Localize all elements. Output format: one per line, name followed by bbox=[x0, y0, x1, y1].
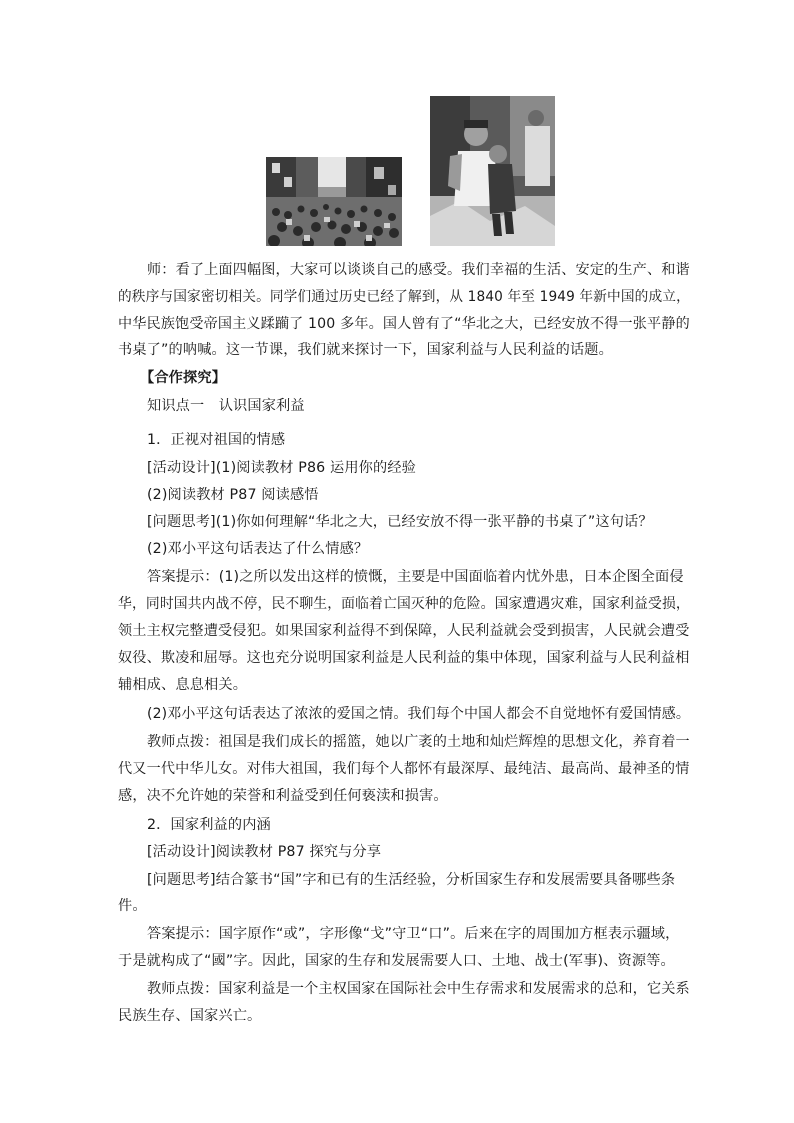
topic1-tip-line-3: 感，决不允许她的荣誉和利益受到任何亵渎和损害。 bbox=[118, 788, 448, 804]
topic1-title: 1．正视对祖国的情感 bbox=[147, 432, 286, 448]
topic2-title: 2．国家利益的内涵 bbox=[147, 817, 271, 833]
topic1-answer-line-3: 领土主权完整遭受侵犯。如果国家利益得不到保障，人民利益就会受到损害，人民就会遭受 bbox=[118, 623, 690, 639]
intro-line-3: 中华民族饱受帝国主义蹂躏了 100 多年。国人曾有了“华北之大，已经安放不得一张平静的 bbox=[118, 316, 690, 332]
topic2-question-line-2: 件。 bbox=[118, 898, 147, 914]
topic2-activity: [活动设计]阅读教材 P87 探究与分享 bbox=[147, 844, 382, 860]
topic1-answer-2: (2)邓小平这句话表达了浓浓的爱国之情。我们每个中国人都会不自觉地怀有爱国情感。 bbox=[147, 706, 691, 722]
topic2-answer-line-1: 答案提示：国字原作“或”，字形像“戈”守卫“口”。后来在字的周围加方框表示疆域， bbox=[147, 926, 680, 942]
topic1-activity-2: (2)阅读教材 P87 阅读感悟 bbox=[147, 487, 319, 503]
topic2-question-line-1: [问题思考]结合篆书“国”字和已有的生活经验，分析国家生存和发展需要具备哪些条 bbox=[147, 872, 676, 888]
intro-line-2: 的秩序与国家密切相关。同学们通过历史已经了解到，从 1840 年至 1949 年新中国的成立， bbox=[118, 289, 690, 305]
topic1-tip-line-1: 教师点拨：祖国是我们成长的摇篮，她以广袤的土地和灿烂辉煌的思想文化，养育着一 bbox=[147, 734, 690, 750]
crowd-street-photo bbox=[266, 157, 402, 246]
topic1-question-1: [问题思考](1)你如何理解“华北之大，已经安放不得一张平静的书桌了”这句话？ bbox=[147, 514, 653, 530]
man-carrying-child-photo bbox=[430, 96, 555, 246]
topic1-answer-line-1: 答案提示：(1)之所以发出这样的愤慨，主要是中国面临着内忧外患，日本企图全面侵 bbox=[147, 569, 684, 585]
topic1-activity-1: [活动设计](1)阅读教材 P86 运用你的经验 bbox=[147, 460, 417, 476]
topic1-answer-line-4: 奴役、欺凌和屈辱。这也充分说明国家利益是人民利益的集中体现，国家利益与人民利益相 bbox=[118, 650, 690, 666]
intro-line-4: 书桌了”的呐喊。这一节课，我们就来探讨一下，国家利益与人民利益的话题。 bbox=[118, 342, 613, 358]
knowledge-point-heading: 知识点一 认识国家利益 bbox=[147, 398, 305, 414]
section-heading: 【合作探究】 bbox=[140, 370, 227, 386]
topic2-answer-line-2: 于是就构成了“國”字。因此，国家的生存和发展需要人口、土地、战士(军事)、资源等。 bbox=[118, 953, 675, 969]
topic2-tip-line-1: 教师点拨：国家利益是一个主权国家在国际社会中生存需求和发展需求的总和，它关系 bbox=[147, 981, 690, 997]
topic1-tip-line-2: 代又一代中华儿女。对伟大祖国，我们每个人都怀有最深厚、最纯洁、最高尚、最神圣的情 bbox=[118, 761, 690, 777]
topic1-question-2: (2)邓小平这句话表达了什么情感？ bbox=[147, 541, 369, 557]
topic1-answer-line-5: 辅相成、息息相关。 bbox=[118, 677, 248, 693]
topic2-tip-line-2: 民族生存、国家兴亡。 bbox=[118, 1008, 262, 1024]
topic1-answer-line-2: 华，同时国共内战不停，民不聊生，面临着亡国灭种的危险。国家遭遇灾难，国家利益受损， bbox=[118, 596, 690, 612]
intro-line-1: 师：看了上面四幅图，大家可以谈谈自己的感受。我们幸福的生活、安定的生产、和谐 bbox=[147, 262, 690, 278]
